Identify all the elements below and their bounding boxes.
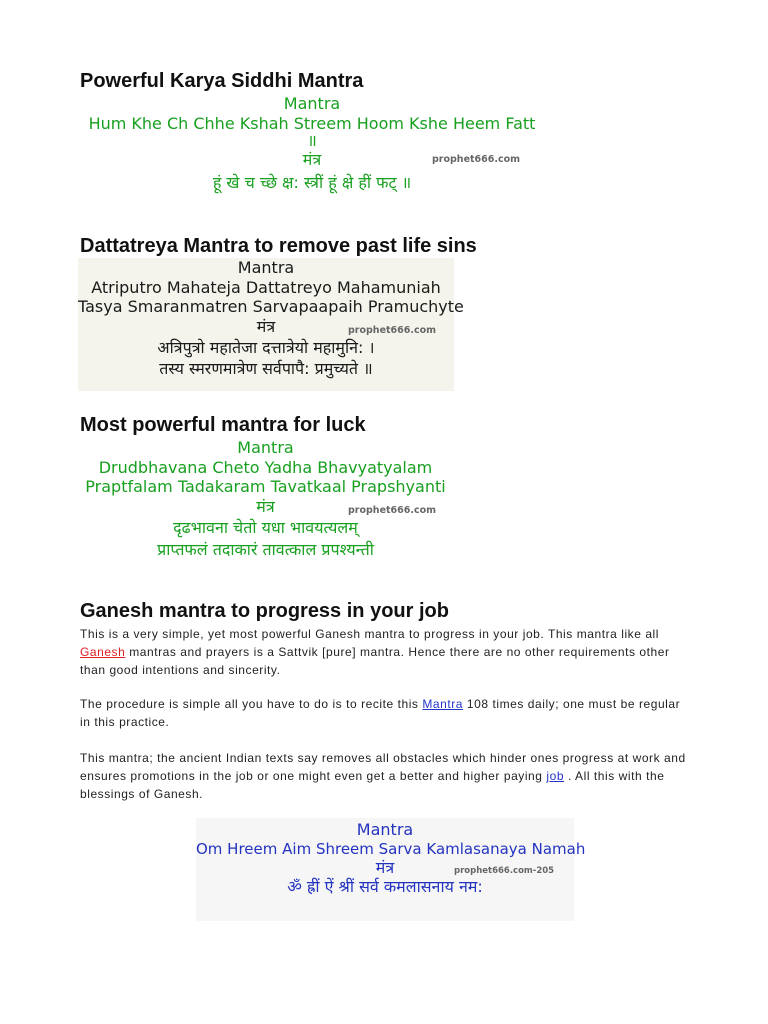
mantra-text-line: Praptfalam Tadakaram Tavatkaal Prapshyanti	[85, 477, 446, 496]
hindi-text-line: हूं खे च च्छे क्ष: स्त्रीं हूं क्षे हीं फट् ॥	[212, 173, 412, 192]
watermark: prophet666.com	[348, 505, 437, 516]
hindi-text-line: तस्य स्मरणमात्रेण सर्वपापै: प्रमुच्यते ॥	[159, 358, 373, 378]
job-link[interactable]: job	[546, 769, 565, 783]
mantra-text-line: Hum Khe Ch Chhe Kshah Streem Hoom Kshe Heem Fatt	[88, 113, 536, 133]
paragraph-text: This mantra; the ancient Indian texts say removes all obstacles which hinder ones progress at work and ensures promotions in the job or one might even get a better and higher paying	[80, 751, 686, 783]
mantra-image-ganesh	[196, 818, 586, 921]
paragraph-text: 108 times daily; one must be regular in this practice.	[80, 697, 681, 729]
mantra-label: Mantra	[356, 820, 414, 839]
paragraph-benefits	[80, 749, 690, 803]
heading-luck: Most powerful mantra for luck	[80, 414, 366, 436]
hindi-label: मंत्र	[256, 316, 276, 336]
hindi-text-line: प्राप्तफलं तदाकारं तावत्काल प्रपश्यन्ती	[157, 539, 374, 559]
mantra-image-dattatreya	[78, 258, 464, 391]
paragraph-text: The procedure is simple all you have to do is to recite this	[80, 697, 423, 711]
hindi-label: मंत्र	[302, 150, 322, 169]
mantra-image-karya-siddhi	[78, 94, 546, 195]
mantra-text-line: Drudbhavana Cheto Yadha Bhavyatyalam	[98, 457, 433, 477]
paragraph-text: mantras and prayers is a Sattvik [pure] mantra. Hence there are no other requirements other than good intentions and sincerity.	[80, 645, 670, 677]
hindi-text-line: ॐ ह्रीं ऐं श्रीं सर्व कमलासनाय नम:	[287, 877, 483, 896]
mantra-image-luck	[78, 438, 453, 561]
mantra-label: Mantra	[237, 258, 295, 277]
heading-ganesh: Ganesh mantra to progress in your job	[80, 600, 449, 622]
hindi-label: मंत्र	[375, 858, 395, 877]
heading-karya-siddhi: Powerful Karya Siddhi Mantra	[80, 70, 364, 92]
mantra-link[interactable]: Mantra	[422, 697, 464, 711]
heading-dattatreya: Dattatreya Mantra to remove past life sins	[80, 235, 477, 257]
watermark: prophet666.com-205	[454, 866, 555, 876]
mantra-text-line: ॥	[307, 131, 317, 150]
watermark: prophet666.com	[432, 154, 521, 165]
paragraph-intro	[80, 625, 690, 679]
mantra-text-line: Om Hreem Aim Shreem Sarva Kamlasanaya Namah	[196, 839, 586, 858]
mantra-label: Mantra	[283, 94, 341, 113]
mantra-label: Mantra	[237, 438, 294, 457]
paragraph-procedure	[80, 695, 690, 731]
paragraph-text: This is a very simple, yet most powerful Ganesh mantra to progress in your job. This mantra like all	[80, 627, 659, 641]
hindi-label: मंत्र	[256, 496, 275, 516]
mantra-text-line: Tasya Smaranmatren Sarvapaapaih Pramuchyte	[78, 297, 464, 316]
hindi-text-line: अत्रिपुत्रो महातेजा दत्तात्रेयो महामुनि: ।	[157, 337, 375, 357]
mantra-text-line: Atriputro Mahateja Dattatreyo Mahamuniah	[91, 277, 441, 297]
ganesh-link[interactable]: Ganesh	[80, 645, 126, 659]
watermark: prophet666.com	[348, 325, 437, 336]
hindi-text-line: दृढभावना चेतो यधा भावयत्यलम्	[173, 517, 358, 537]
paragraph-text: . All this with the blessings of Ganesh.	[80, 769, 665, 801]
